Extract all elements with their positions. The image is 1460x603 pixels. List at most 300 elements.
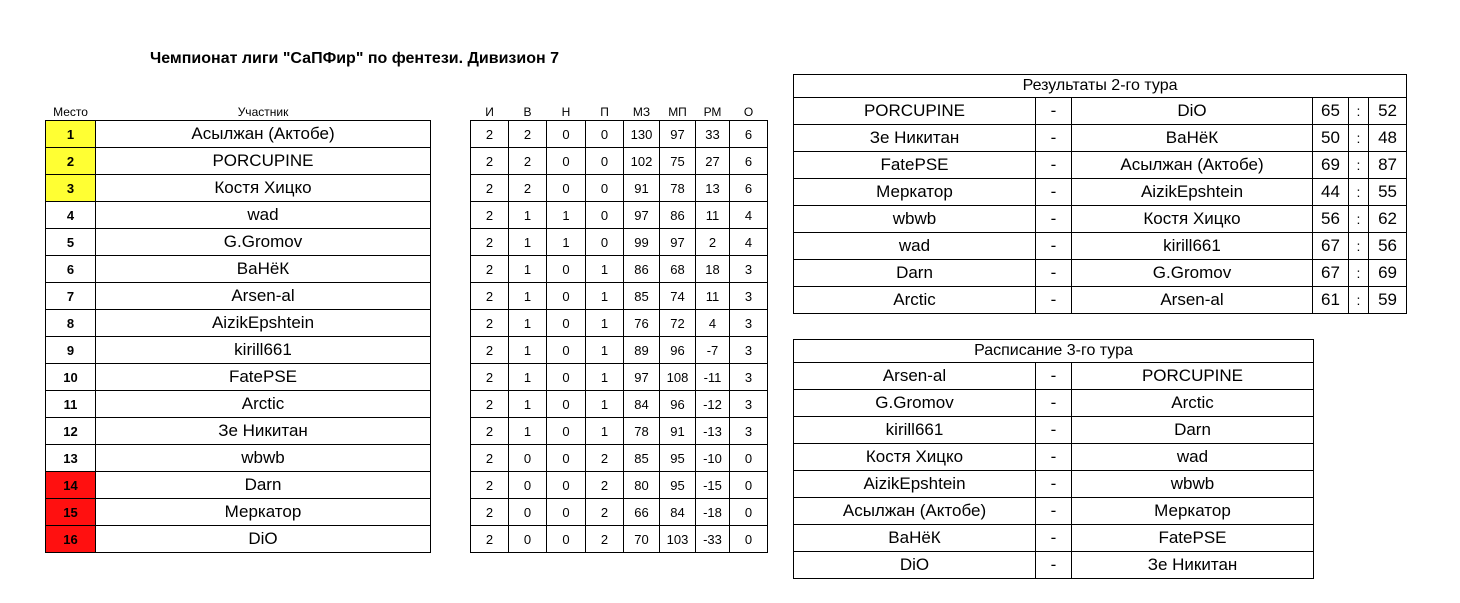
home-team: ВаНёК xyxy=(794,525,1036,552)
stat-cell-n: 0 xyxy=(547,418,586,445)
results-title: Результаты 2-го тура xyxy=(794,75,1407,98)
stat-cell-v: 1 xyxy=(509,229,547,256)
participant-cell: DiO xyxy=(96,526,431,553)
score-colon: : xyxy=(1349,233,1369,260)
participant-cell: Darn xyxy=(96,472,431,499)
result-row xyxy=(794,98,1407,125)
schedule-row xyxy=(794,417,1314,444)
stat-cell-p: 2 xyxy=(586,499,624,526)
score-colon: : xyxy=(1349,98,1369,125)
table-row xyxy=(46,418,768,445)
stat-cell-rm: 4 xyxy=(696,310,730,337)
result-row xyxy=(794,206,1407,233)
stat-cell-rm: -18 xyxy=(696,499,730,526)
schedule-row xyxy=(794,471,1314,498)
stat-cell-mp: 95 xyxy=(660,472,696,499)
participant-cell: Костя Хицко xyxy=(96,175,431,202)
stat-cell-v: 1 xyxy=(509,364,547,391)
away-team: Костя Хицко xyxy=(1072,206,1313,233)
stat-cell-rm: 2 xyxy=(696,229,730,256)
gap-cell xyxy=(431,391,471,418)
place-cell: 7 xyxy=(46,283,96,310)
stat-cell-p: 0 xyxy=(586,229,624,256)
stat-cell-p: 2 xyxy=(586,472,624,499)
header-participant: Участник xyxy=(237,105,289,119)
stat-cell-n: 0 xyxy=(547,121,586,148)
stat-cell-p: 2 xyxy=(586,445,624,472)
stat-cell-p: 2 xyxy=(586,526,624,553)
home-team: PORCUPINE xyxy=(794,98,1036,125)
table-row xyxy=(46,202,768,229)
stat-cell-o: 4 xyxy=(730,202,768,229)
result-row xyxy=(794,260,1407,287)
stat-cell-n: 1 xyxy=(547,229,586,256)
separator: - xyxy=(1036,552,1072,579)
result-row xyxy=(794,287,1407,314)
away-team: G.Gromov xyxy=(1072,260,1313,287)
stat-cell-o: 0 xyxy=(730,526,768,553)
table-row xyxy=(46,148,768,175)
stat-cell-n: 0 xyxy=(547,472,586,499)
stat-cell-i: 2 xyxy=(471,229,509,256)
header-wins: В xyxy=(523,105,532,119)
place-cell: 14 xyxy=(46,472,96,499)
schedule-row xyxy=(794,525,1314,552)
home-score: 67 xyxy=(1313,260,1349,287)
stat-cell-v: 1 xyxy=(509,202,547,229)
place-cell: 16 xyxy=(46,526,96,553)
stat-cell-i: 2 xyxy=(471,445,509,472)
stat-cell-mz: 84 xyxy=(624,391,660,418)
header-conceded: МП xyxy=(668,105,687,119)
away-team: DiO xyxy=(1072,98,1313,125)
stat-cell-v: 0 xyxy=(509,499,547,526)
gap-cell xyxy=(431,445,471,472)
stat-cell-v: 0 xyxy=(509,526,547,553)
results-title-row xyxy=(794,75,1407,98)
schedule-row xyxy=(794,552,1314,579)
stat-cell-mz: 85 xyxy=(624,283,660,310)
stat-cell-rm: 18 xyxy=(696,256,730,283)
result-row xyxy=(794,152,1407,179)
home-team: FatePSE xyxy=(794,152,1036,179)
stat-cell-n: 0 xyxy=(547,337,586,364)
away-team: kirill661 xyxy=(1072,233,1313,260)
result-row xyxy=(794,233,1407,260)
away-score: 52 xyxy=(1369,98,1407,125)
stat-cell-mz: 76 xyxy=(624,310,660,337)
away-team: Darn xyxy=(1072,417,1314,444)
stat-cell-n: 1 xyxy=(547,202,586,229)
stat-cell-o: 4 xyxy=(730,229,768,256)
participant-cell: kirill661 xyxy=(96,337,431,364)
standings-table xyxy=(45,104,768,553)
stat-cell-mz: 130 xyxy=(624,121,660,148)
gap-cell xyxy=(431,310,471,337)
home-team: G.Gromov xyxy=(794,390,1036,417)
stat-cell-i: 2 xyxy=(471,202,509,229)
home-team: Асылжан (Актобе) xyxy=(794,498,1036,525)
header-games: И xyxy=(485,105,494,119)
home-team: Arsen-al xyxy=(794,363,1036,390)
gap-cell xyxy=(431,256,471,283)
stat-cell-v: 1 xyxy=(509,310,547,337)
participant-cell: FatePSE xyxy=(96,364,431,391)
standings-header-row xyxy=(46,104,768,121)
score-colon: : xyxy=(1349,260,1369,287)
stat-cell-mp: 86 xyxy=(660,202,696,229)
stat-cell-i: 2 xyxy=(471,499,509,526)
stat-cell-i: 2 xyxy=(471,310,509,337)
score-colon: : xyxy=(1349,179,1369,206)
home-team: DiO xyxy=(794,552,1036,579)
stat-cell-o: 3 xyxy=(730,364,768,391)
stat-cell-o: 3 xyxy=(730,391,768,418)
away-score: 62 xyxy=(1369,206,1407,233)
stat-cell-rm: -10 xyxy=(696,445,730,472)
stat-cell-mz: 78 xyxy=(624,418,660,445)
gap-cell xyxy=(431,148,471,175)
header-spacer xyxy=(431,104,471,121)
home-team: Darn xyxy=(794,260,1036,287)
stat-cell-p: 1 xyxy=(586,283,624,310)
table-row xyxy=(46,526,768,553)
stat-cell-v: 2 xyxy=(509,121,547,148)
place-cell: 13 xyxy=(46,445,96,472)
result-row xyxy=(794,125,1407,152)
home-score: 67 xyxy=(1313,233,1349,260)
away-team: Меркатор xyxy=(1072,498,1314,525)
home-score: 69 xyxy=(1313,152,1349,179)
stat-cell-v: 2 xyxy=(509,175,547,202)
separator: - xyxy=(1036,363,1072,390)
away-team: wad xyxy=(1072,444,1314,471)
results-table xyxy=(793,74,1407,314)
stat-cell-mp: 68 xyxy=(660,256,696,283)
participant-cell: Arsen-al xyxy=(96,283,431,310)
away-score: 87 xyxy=(1369,152,1407,179)
participant-cell: Arctic xyxy=(96,391,431,418)
stat-cell-mz: 70 xyxy=(624,526,660,553)
participant-cell: ВаНёК xyxy=(96,256,431,283)
stat-cell-o: 3 xyxy=(730,310,768,337)
gap-cell xyxy=(431,229,471,256)
stat-cell-rm: 27 xyxy=(696,148,730,175)
header-draws: Н xyxy=(561,105,571,119)
place-cell: 3 xyxy=(46,175,96,202)
stat-cell-mz: 85 xyxy=(624,445,660,472)
place-cell: 4 xyxy=(46,202,96,229)
stat-cell-mz: 102 xyxy=(624,148,660,175)
table-row xyxy=(46,364,768,391)
separator: - xyxy=(1036,417,1072,444)
stat-cell-i: 2 xyxy=(471,256,509,283)
stat-cell-o: 3 xyxy=(730,418,768,445)
schedule-row xyxy=(794,498,1314,525)
table-row xyxy=(46,499,768,526)
stat-cell-v: 1 xyxy=(509,283,547,310)
table-row xyxy=(46,445,768,472)
place-cell: 2 xyxy=(46,148,96,175)
stat-cell-o: 0 xyxy=(730,472,768,499)
stat-cell-n: 0 xyxy=(547,526,586,553)
participant-cell: Зе Никитан xyxy=(96,418,431,445)
stat-cell-o: 3 xyxy=(730,256,768,283)
place-cell: 6 xyxy=(46,256,96,283)
gap-cell xyxy=(431,364,471,391)
stat-cell-i: 2 xyxy=(471,526,509,553)
stat-cell-o: 6 xyxy=(730,121,768,148)
score-colon: : xyxy=(1349,152,1369,179)
table-row xyxy=(46,121,768,148)
away-team: FatePSE xyxy=(1072,525,1314,552)
stat-cell-i: 2 xyxy=(471,472,509,499)
separator: - xyxy=(1036,471,1072,498)
stat-cell-n: 0 xyxy=(547,391,586,418)
stat-cell-n: 0 xyxy=(547,364,586,391)
stat-cell-rm: -15 xyxy=(696,472,730,499)
stat-cell-n: 0 xyxy=(547,148,586,175)
gap-cell xyxy=(431,418,471,445)
stat-cell-i: 2 xyxy=(471,391,509,418)
home-team: AizikEpshtein xyxy=(794,471,1036,498)
place-cell: 8 xyxy=(46,310,96,337)
stat-cell-v: 0 xyxy=(509,445,547,472)
away-team: Arctic xyxy=(1072,390,1314,417)
stat-cell-p: 1 xyxy=(586,337,624,364)
stat-cell-i: 2 xyxy=(471,148,509,175)
stat-cell-rm: 13 xyxy=(696,175,730,202)
table-row xyxy=(46,229,768,256)
away-score: 55 xyxy=(1369,179,1407,206)
stat-cell-rm: -12 xyxy=(696,391,730,418)
stat-cell-mp: 97 xyxy=(660,121,696,148)
place-cell: 11 xyxy=(46,391,96,418)
stat-cell-mp: 75 xyxy=(660,148,696,175)
stat-cell-mp: 74 xyxy=(660,283,696,310)
participant-cell: Меркатор xyxy=(96,499,431,526)
home-team: Костя Хицко xyxy=(794,444,1036,471)
stat-cell-v: 0 xyxy=(509,472,547,499)
schedule-title: Расписание 3-го тура xyxy=(794,340,1314,363)
participant-cell: AizikEpshtein xyxy=(96,310,431,337)
stat-cell-mp: 78 xyxy=(660,175,696,202)
stat-cell-n: 0 xyxy=(547,256,586,283)
stat-cell-rm: -13 xyxy=(696,418,730,445)
stat-cell-p: 0 xyxy=(586,148,624,175)
table-row xyxy=(46,310,768,337)
home-score: 44 xyxy=(1313,179,1349,206)
place-cell: 9 xyxy=(46,337,96,364)
stat-cell-v: 2 xyxy=(509,148,547,175)
stat-cell-v: 1 xyxy=(509,391,547,418)
away-team: Асылжан (Актобе) xyxy=(1072,152,1313,179)
home-team: Arctic xyxy=(794,287,1036,314)
stat-cell-p: 1 xyxy=(586,364,624,391)
separator: - xyxy=(1036,287,1072,314)
separator: - xyxy=(1036,260,1072,287)
table-row xyxy=(46,256,768,283)
separator: - xyxy=(1036,444,1072,471)
stat-cell-o: 6 xyxy=(730,175,768,202)
table-row xyxy=(46,391,768,418)
stat-cell-o: 6 xyxy=(730,148,768,175)
stat-cell-i: 2 xyxy=(471,121,509,148)
separator: - xyxy=(1036,206,1072,233)
stat-cell-p: 1 xyxy=(586,391,624,418)
stat-cell-o: 0 xyxy=(730,445,768,472)
stat-cell-p: 0 xyxy=(586,202,624,229)
participant-cell: PORCUPINE xyxy=(96,148,431,175)
away-team: Arsen-al xyxy=(1072,287,1313,314)
place-cell: 12 xyxy=(46,418,96,445)
stat-cell-v: 1 xyxy=(509,256,547,283)
stat-cell-mp: 96 xyxy=(660,337,696,364)
participant-cell: Асылжан (Актобе) xyxy=(96,121,431,148)
stat-cell-mz: 80 xyxy=(624,472,660,499)
stat-cell-i: 2 xyxy=(471,175,509,202)
separator: - xyxy=(1036,125,1072,152)
page-title: Чемпионат лиги "СаПФир" по фентези. Дивизион 7 xyxy=(150,50,559,67)
gap-cell xyxy=(431,337,471,364)
place-cell: 5 xyxy=(46,229,96,256)
stat-cell-n: 0 xyxy=(547,445,586,472)
header-place: Место xyxy=(53,105,88,119)
home-team: kirill661 xyxy=(794,417,1036,444)
place-cell: 15 xyxy=(46,499,96,526)
header-points: О xyxy=(743,105,754,119)
gap-cell xyxy=(431,202,471,229)
stat-cell-mp: 84 xyxy=(660,499,696,526)
stat-cell-p: 1 xyxy=(586,418,624,445)
table-row xyxy=(46,337,768,364)
score-colon: : xyxy=(1349,287,1369,314)
participant-cell: wad xyxy=(96,202,431,229)
result-row xyxy=(794,179,1407,206)
separator: - xyxy=(1036,152,1072,179)
schedule-row xyxy=(794,390,1314,417)
stat-cell-rm: -33 xyxy=(696,526,730,553)
home-team: Зе Никитан xyxy=(794,125,1036,152)
stat-cell-mz: 89 xyxy=(624,337,660,364)
stat-cell-mz: 86 xyxy=(624,256,660,283)
stat-cell-mz: 97 xyxy=(624,364,660,391)
stat-cell-mz: 97 xyxy=(624,202,660,229)
stat-cell-p: 0 xyxy=(586,121,624,148)
stat-cell-v: 1 xyxy=(509,418,547,445)
header-diff: РМ xyxy=(703,105,722,119)
table-row xyxy=(46,175,768,202)
stat-cell-mp: 91 xyxy=(660,418,696,445)
away-team: AizikEpshtein xyxy=(1072,179,1313,206)
away-score: 56 xyxy=(1369,233,1407,260)
separator: - xyxy=(1036,525,1072,552)
home-score: 50 xyxy=(1313,125,1349,152)
separator: - xyxy=(1036,498,1072,525)
stat-cell-n: 0 xyxy=(547,175,586,202)
stat-cell-n: 0 xyxy=(547,310,586,337)
stat-cell-rm: -11 xyxy=(696,364,730,391)
gap-cell xyxy=(431,283,471,310)
stat-cell-mp: 108 xyxy=(660,364,696,391)
away-score: 48 xyxy=(1369,125,1407,152)
stat-cell-mp: 72 xyxy=(660,310,696,337)
table-row xyxy=(46,283,768,310)
gap-cell xyxy=(431,526,471,553)
away-score: 59 xyxy=(1369,287,1407,314)
schedule-title-row xyxy=(794,340,1314,363)
participant-cell: G.Gromov xyxy=(96,229,431,256)
schedule-row xyxy=(794,363,1314,390)
stat-cell-i: 2 xyxy=(471,418,509,445)
place-cell: 1 xyxy=(46,121,96,148)
stat-cell-mp: 96 xyxy=(660,391,696,418)
participant-cell: wbwb xyxy=(96,445,431,472)
stat-cell-mp: 95 xyxy=(660,445,696,472)
stat-cell-rm: 11 xyxy=(696,283,730,310)
home-team: Меркатор xyxy=(794,179,1036,206)
score-colon: : xyxy=(1349,206,1369,233)
stat-cell-n: 0 xyxy=(547,499,586,526)
separator: - xyxy=(1036,233,1072,260)
schedule-table xyxy=(793,339,1314,579)
separator: - xyxy=(1036,179,1072,206)
gap-cell xyxy=(431,121,471,148)
stat-cell-p: 1 xyxy=(586,310,624,337)
stat-cell-mz: 99 xyxy=(624,229,660,256)
stat-cell-i: 2 xyxy=(471,364,509,391)
stat-cell-rm: 33 xyxy=(696,121,730,148)
stat-cell-mp: 103 xyxy=(660,526,696,553)
header-scored: МЗ xyxy=(632,105,651,119)
separator: - xyxy=(1036,98,1072,125)
away-score: 69 xyxy=(1369,260,1407,287)
stat-cell-p: 1 xyxy=(586,256,624,283)
home-team: wbwb xyxy=(794,206,1036,233)
home-score: 61 xyxy=(1313,287,1349,314)
header-losses: П xyxy=(600,105,609,119)
stat-cell-rm: -7 xyxy=(696,337,730,364)
place-cell: 10 xyxy=(46,364,96,391)
stat-cell-i: 2 xyxy=(471,283,509,310)
stat-cell-o: 3 xyxy=(730,337,768,364)
home-score: 56 xyxy=(1313,206,1349,233)
schedule-row xyxy=(794,444,1314,471)
away-team: Зе Никитан xyxy=(1072,552,1314,579)
stat-cell-i: 2 xyxy=(471,337,509,364)
stat-cell-p: 0 xyxy=(586,175,624,202)
home-team: wad xyxy=(794,233,1036,260)
stat-cell-n: 0 xyxy=(547,283,586,310)
gap-cell xyxy=(431,499,471,526)
stat-cell-rm: 11 xyxy=(696,202,730,229)
stat-cell-mz: 91 xyxy=(624,175,660,202)
away-team: ВаНёК xyxy=(1072,125,1313,152)
score-colon: : xyxy=(1349,125,1369,152)
home-score: 65 xyxy=(1313,98,1349,125)
gap-cell xyxy=(431,175,471,202)
stat-cell-mp: 97 xyxy=(660,229,696,256)
stat-cell-mz: 66 xyxy=(624,499,660,526)
separator: - xyxy=(1036,390,1072,417)
stat-cell-o: 0 xyxy=(730,499,768,526)
away-team: PORCUPINE xyxy=(1072,363,1314,390)
gap-cell xyxy=(431,472,471,499)
away-team: wbwb xyxy=(1072,471,1314,498)
stat-cell-v: 1 xyxy=(509,337,547,364)
table-row xyxy=(46,472,768,499)
stat-cell-o: 3 xyxy=(730,283,768,310)
